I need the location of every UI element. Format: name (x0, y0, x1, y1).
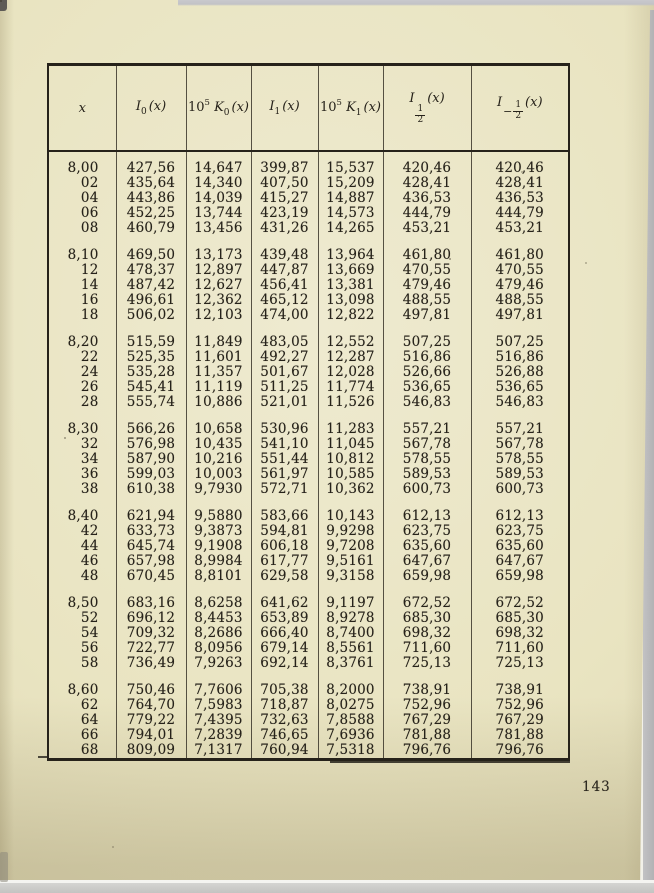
table-row (48, 263, 569, 278)
cell-k0: 10,658 (186, 422, 251, 437)
cell-i-half: 589,53 (383, 467, 471, 482)
cell-i-half: 767,29 (383, 713, 471, 728)
cell-i-neg-half: 711,60 (495, 640, 544, 656)
table-row (48, 206, 569, 221)
cell-x: 56 (48, 641, 116, 656)
cell-i0: 794,01 (116, 728, 186, 743)
cell-i-neg-half: 767,29 (495, 712, 544, 728)
cell-i-half: 752,96 (383, 698, 471, 713)
cell-i0: 764,70 (116, 698, 186, 713)
cell-i-half: 796,76 (383, 743, 471, 760)
bottom-rule-overhang (38, 756, 49, 758)
table-row (48, 161, 569, 176)
cell-i-half: 738,91 (383, 683, 471, 698)
table-row (48, 683, 569, 698)
cell-k1: 11,526 (318, 395, 383, 410)
cell-k1: 8,0275 (318, 698, 383, 713)
cell-k1: 14,265 (318, 221, 383, 236)
scan-edge-top (178, 0, 654, 6)
cell-i1: 415,27 (251, 191, 318, 206)
cell-i0: 427,56 (116, 161, 186, 176)
cell-i0: 645,74 (116, 539, 186, 554)
cell-i-neg-half: 428,41 (495, 175, 544, 191)
cell-i-half: 526,66 (383, 365, 471, 380)
table-row (48, 422, 569, 437)
cell-k0: 8,6258 (186, 596, 251, 611)
cell-i1: 583,66 (251, 509, 318, 524)
cell-x: 8,30 (48, 422, 116, 437)
page-number: 143 (582, 779, 611, 795)
cell-i0: 683,16 (116, 596, 186, 611)
cell-i0: 610,38 (116, 482, 186, 497)
cell-i-half: 672,52 (383, 596, 471, 611)
column-header-k1: $10^5$ $K_1$ (x) (318, 65, 383, 152)
table-row (48, 698, 569, 713)
cell-k0: 11,849 (186, 335, 251, 350)
cell-i-half: 507,25 (383, 335, 471, 350)
cell-i1: 572,71 (251, 482, 318, 497)
cell-i-neg-half: 497,81 (495, 307, 544, 323)
cell-i1: 760,94 (251, 743, 318, 760)
cell-i0: 779,22 (116, 713, 186, 728)
cell-i0: 452,25 (116, 206, 186, 221)
cell-i0: 670,45 (116, 569, 186, 584)
cell-i1: 617,77 (251, 554, 318, 569)
column-header-i0: $I_0$ (x) (116, 65, 186, 152)
cell-i1: 705,38 (251, 683, 318, 698)
cell-i-neg-half: 672,52 (495, 595, 544, 611)
bessel-function-table (47, 63, 570, 761)
cell-x: 26 (48, 380, 116, 395)
column-header-i-half: I $\frac{1}{2}$ (x) (383, 65, 471, 152)
table-row (48, 539, 569, 554)
cell-i0: 525,35 (116, 350, 186, 365)
table-row (48, 452, 569, 467)
cell-k0: 8,2686 (186, 626, 251, 641)
bottom-rule-fragment (330, 760, 570, 763)
cell-i1: 679,14 (251, 641, 318, 656)
table-row (48, 365, 569, 380)
cell-x: 48 (48, 569, 116, 584)
cell-i0: 709,32 (116, 626, 186, 641)
cell-i0: 566,26 (116, 422, 186, 437)
cell-i-half: 635,60 (383, 539, 471, 554)
table-header (48, 65, 569, 152)
cell-i-half: 479,46 (383, 278, 471, 293)
cell-k1: 9,7208 (318, 539, 383, 554)
cell-i1: 732,63 (251, 713, 318, 728)
cell-x: 18 (48, 308, 116, 323)
cell-k0: 9,5880 (186, 509, 251, 524)
cell-k1: 8,7400 (318, 626, 383, 641)
cell-x: 66 (48, 728, 116, 743)
cell-i-neg-half: 685,30 (495, 610, 544, 626)
cell-i0: 487,42 (116, 278, 186, 293)
cell-i-half: 461,80 (383, 248, 471, 263)
cell-k1: 12,822 (318, 308, 383, 323)
cell-x: 36 (48, 467, 116, 482)
cell-x: 54 (48, 626, 116, 641)
cell-i0: 545,41 (116, 380, 186, 395)
cell-i-half: 711,60 (383, 641, 471, 656)
cell-i0: 443,86 (116, 191, 186, 206)
cell-i-neg-half: 612,13 (495, 508, 544, 524)
cell-k1: 7,8588 (318, 713, 383, 728)
cell-i-half: 488,55 (383, 293, 471, 308)
cell-i-half: 659,98 (383, 569, 471, 584)
cell-i-half: 578,55 (383, 452, 471, 467)
cell-i-neg-half: 420,46 (495, 160, 544, 176)
cell-x: 04 (48, 191, 116, 206)
cell-k1: 13,669 (318, 263, 383, 278)
cell-k0: 7,5983 (186, 698, 251, 713)
cell-i-neg-half: 725,13 (495, 655, 544, 671)
column-header-x: x (48, 65, 116, 152)
cell-i-neg-half: 578,55 (495, 451, 544, 467)
scan-edge-bottom (0, 880, 654, 893)
cell-i1: 594,81 (251, 524, 318, 539)
cell-i0: 478,37 (116, 263, 186, 278)
cell-x: 62 (48, 698, 116, 713)
table-row (48, 380, 569, 395)
cell-i-neg-half: 796,76 (495, 742, 544, 758)
cell-i1: 629,58 (251, 569, 318, 584)
cell-k1: 8,3761 (318, 656, 383, 671)
cell-k0: 10,003 (186, 467, 251, 482)
cell-i0: 599,03 (116, 467, 186, 482)
cell-x: 8,40 (48, 509, 116, 524)
cell-i1: 447,87 (251, 263, 318, 278)
cell-i1: 530,96 (251, 422, 318, 437)
cell-x: 12 (48, 263, 116, 278)
cell-k0: 10,886 (186, 395, 251, 410)
cell-x: 52 (48, 611, 116, 626)
cell-k1: 8,9278 (318, 611, 383, 626)
cell-x: 14 (48, 278, 116, 293)
cell-k0: 12,897 (186, 263, 251, 278)
cell-i-half: 557,21 (383, 422, 471, 437)
cell-i-half: 436,53 (383, 191, 471, 206)
table-row (48, 335, 569, 350)
table-row (48, 248, 569, 263)
cell-x: 8,20 (48, 335, 116, 350)
cell-x: 8,00 (48, 161, 116, 176)
cell-k0: 13,456 (186, 221, 251, 236)
cell-k1: 10,585 (318, 467, 383, 482)
cell-i1: 492,27 (251, 350, 318, 365)
cell-i-neg-half: 635,60 (495, 538, 544, 554)
cell-i0: 535,28 (116, 365, 186, 380)
cell-i0: 469,50 (116, 248, 186, 263)
cell-x: 58 (48, 656, 116, 671)
table-row (48, 713, 569, 728)
scan-edge-right (640, 10, 654, 893)
cell-x: 02 (48, 176, 116, 191)
cell-i-neg-half: 567,78 (495, 436, 544, 452)
cell-i-neg-half: 526,88 (495, 364, 544, 380)
cell-i-neg-half: 659,98 (495, 568, 544, 584)
cell-i0: 750,46 (116, 683, 186, 698)
cell-k0: 9,7930 (186, 482, 251, 497)
cell-i-half: 623,75 (383, 524, 471, 539)
cell-x: 24 (48, 365, 116, 380)
cell-i-neg-half: 647,67 (495, 553, 544, 569)
cell-i1: 692,14 (251, 656, 318, 671)
cell-i-neg-half: 536,65 (495, 379, 544, 395)
cell-i-half: 725,13 (383, 656, 471, 671)
cell-i1: 407,50 (251, 176, 318, 191)
cell-x: 8,60 (48, 683, 116, 698)
cell-i0: 555,74 (116, 395, 186, 410)
cell-i-neg-half: 507,25 (495, 334, 544, 350)
table-row (48, 467, 569, 482)
cell-k0: 10,216 (186, 452, 251, 467)
scan-specks (0, 0, 2, 2)
cell-i-half: 546,83 (383, 395, 471, 410)
cell-i0: 657,98 (116, 554, 186, 569)
cell-i1: 456,41 (251, 278, 318, 293)
cell-k0: 14,340 (186, 176, 251, 191)
cell-i1: 551,44 (251, 452, 318, 467)
table-row (48, 641, 569, 656)
cell-k0: 12,627 (186, 278, 251, 293)
table-row (48, 482, 569, 497)
table-row (48, 278, 569, 293)
cell-i-neg-half: 488,55 (495, 292, 544, 308)
cell-i-neg-half: 516,86 (495, 349, 544, 365)
cell-i-half: 647,67 (383, 554, 471, 569)
cell-x: 46 (48, 554, 116, 569)
cell-k0: 8,0956 (186, 641, 251, 656)
cell-i-neg-half: 623,75 (495, 523, 544, 539)
table-row (48, 656, 569, 671)
cell-i-neg-half: 461,80 (495, 247, 544, 263)
cell-i1: 511,25 (251, 380, 318, 395)
cell-i-neg-half: 781,88 (495, 727, 544, 743)
cell-i-half: 600,73 (383, 482, 471, 497)
cell-x: 38 (48, 482, 116, 497)
table-row (48, 350, 569, 365)
cell-i-neg-half: 557,21 (495, 421, 544, 437)
cell-i-half: 685,30 (383, 611, 471, 626)
cell-i-half: 567,78 (383, 437, 471, 452)
cell-k0: 13,173 (186, 248, 251, 263)
cell-i-half: 453,21 (383, 221, 471, 236)
cell-k0: 12,103 (186, 308, 251, 323)
cell-i-half: 781,88 (383, 728, 471, 743)
cell-k1: 8,2000 (318, 683, 383, 698)
cell-x: 08 (48, 221, 116, 236)
cell-i-neg-half: 698,32 (495, 625, 544, 641)
cell-i1: 465,12 (251, 293, 318, 308)
column-header-i-neg-half: I − $\frac{1}{2}$ (x) (471, 65, 569, 152)
cell-k0: 7,1317 (186, 743, 251, 760)
cell-i-neg-half: 479,46 (495, 277, 544, 293)
cell-i0: 515,59 (116, 335, 186, 350)
cell-k0: 7,7606 (186, 683, 251, 698)
cell-i-half: 698,32 (383, 626, 471, 641)
cell-i-half: 497,81 (383, 308, 471, 323)
cell-i-neg-half: 752,96 (495, 697, 544, 713)
cell-i1: 718,87 (251, 698, 318, 713)
cell-k1: 12,552 (318, 335, 383, 350)
cell-k1: 11,045 (318, 437, 383, 452)
cell-i0: 696,12 (116, 611, 186, 626)
cell-k1: 12,287 (318, 350, 383, 365)
cell-k0: 7,4395 (186, 713, 251, 728)
cell-i1: 521,01 (251, 395, 318, 410)
cell-k0: 7,9263 (186, 656, 251, 671)
cell-k0: 14,039 (186, 191, 251, 206)
cell-i-half: 428,41 (383, 176, 471, 191)
cell-x: 42 (48, 524, 116, 539)
cell-i0: 809,09 (116, 743, 186, 760)
cell-k1: 7,5318 (318, 743, 383, 760)
cell-i1: 431,26 (251, 221, 318, 236)
cell-x: 32 (48, 437, 116, 452)
cell-i1: 641,62 (251, 596, 318, 611)
cell-k0: 8,8101 (186, 569, 251, 584)
cell-k1: 11,774 (318, 380, 383, 395)
cell-i-half: 612,13 (383, 509, 471, 524)
cell-i1: 561,97 (251, 467, 318, 482)
cell-i-half: 420,46 (383, 161, 471, 176)
cell-k0: 9,3873 (186, 524, 251, 539)
cell-k1: 13,964 (318, 248, 383, 263)
cell-k1: 12,028 (318, 365, 383, 380)
cell-k1: 10,143 (318, 509, 383, 524)
cell-k1: 10,812 (318, 452, 383, 467)
table-row (48, 596, 569, 611)
cell-i0: 736,49 (116, 656, 186, 671)
cell-k0: 11,357 (186, 365, 251, 380)
table-row (48, 191, 569, 206)
cell-k1: 11,283 (318, 422, 383, 437)
cell-k0: 11,601 (186, 350, 251, 365)
cell-i0: 621,94 (116, 509, 186, 524)
cell-k1: 10,362 (318, 482, 383, 497)
cell-x: 16 (48, 293, 116, 308)
cell-i-neg-half: 470,55 (495, 262, 544, 278)
cell-i0: 506,02 (116, 308, 186, 323)
cell-i1: 541,10 (251, 437, 318, 452)
cell-i1: 746,65 (251, 728, 318, 743)
table-row (48, 524, 569, 539)
cell-i-neg-half: 589,53 (495, 466, 544, 482)
table-row (48, 395, 569, 410)
cell-i-half: 536,65 (383, 380, 471, 395)
cell-x: 8,10 (48, 248, 116, 263)
cell-k1: 9,5161 (318, 554, 383, 569)
cell-x: 34 (48, 452, 116, 467)
table-row (48, 176, 569, 191)
cell-i0: 633,73 (116, 524, 186, 539)
cell-x: 44 (48, 539, 116, 554)
cell-i0: 576,98 (116, 437, 186, 452)
cell-k1: 13,381 (318, 278, 383, 293)
cell-i-neg-half: 738,91 (495, 682, 544, 698)
cell-x: 64 (48, 713, 116, 728)
cell-i1: 653,89 (251, 611, 318, 626)
table-row (48, 611, 569, 626)
table-row (48, 743, 569, 760)
scan-corner-bottom-left (0, 852, 8, 882)
table-body (48, 151, 569, 760)
cell-k0: 11,119 (186, 380, 251, 395)
cell-i1: 501,67 (251, 365, 318, 380)
cell-i1: 474,00 (251, 308, 318, 323)
cell-i0: 722,77 (116, 641, 186, 656)
cell-k1: 15,209 (318, 176, 383, 191)
table-row (48, 437, 569, 452)
cell-k0: 9,1908 (186, 539, 251, 554)
cell-k1: 14,573 (318, 206, 383, 221)
cell-k1: 9,9298 (318, 524, 383, 539)
column-header-k0: $10^5$ $K_0$ (x) (186, 65, 251, 152)
table-row (48, 308, 569, 323)
cell-k0: 8,4453 (186, 611, 251, 626)
cell-i1: 666,40 (251, 626, 318, 641)
cell-i0: 496,61 (116, 293, 186, 308)
cell-k1: 13,098 (318, 293, 383, 308)
cell-k1: 9,3158 (318, 569, 383, 584)
table-row (48, 626, 569, 641)
cell-i-half: 516,86 (383, 350, 471, 365)
cell-k1: 9,1197 (318, 596, 383, 611)
cell-i-half: 470,55 (383, 263, 471, 278)
cell-k0: 12,362 (186, 293, 251, 308)
cell-i-neg-half: 444,79 (495, 205, 544, 221)
cell-i1: 423,19 (251, 206, 318, 221)
cell-k0: 14,647 (186, 161, 251, 176)
cell-x: 28 (48, 395, 116, 410)
table-row (48, 509, 569, 524)
cell-x: 8,50 (48, 596, 116, 611)
cell-k0: 7,2839 (186, 728, 251, 743)
cell-k0: 8,9984 (186, 554, 251, 569)
cell-k1: 8,5561 (318, 641, 383, 656)
column-header-i1: $I_1$ (x) (251, 65, 318, 152)
cell-i-neg-half: 546,83 (495, 394, 544, 410)
cell-x: 06 (48, 206, 116, 221)
cell-i1: 606,18 (251, 539, 318, 554)
cell-i1: 483,05 (251, 335, 318, 350)
cell-k1: 15,537 (318, 161, 383, 176)
table-row (48, 569, 569, 584)
cell-x: 68 (48, 743, 116, 760)
cell-k1: 14,887 (318, 191, 383, 206)
cell-i1: 399,87 (251, 161, 318, 176)
cell-k0: 10,435 (186, 437, 251, 452)
cell-i0: 435,64 (116, 176, 186, 191)
table-row (48, 221, 569, 236)
cell-i-neg-half: 436,53 (495, 190, 544, 206)
table-row (48, 728, 569, 743)
cell-i0: 460,79 (116, 221, 186, 236)
table-row (48, 293, 569, 308)
cell-k0: 13,744 (186, 206, 251, 221)
cell-i-half: 444,79 (383, 206, 471, 221)
cell-i-neg-half: 453,21 (495, 220, 544, 236)
table-row (48, 554, 569, 569)
cell-i-neg-half: 600,73 (495, 481, 544, 497)
cell-x: 22 (48, 350, 116, 365)
cell-i0: 587,90 (116, 452, 186, 467)
cell-k1: 7,6936 (318, 728, 383, 743)
cell-i1: 439,48 (251, 248, 318, 263)
